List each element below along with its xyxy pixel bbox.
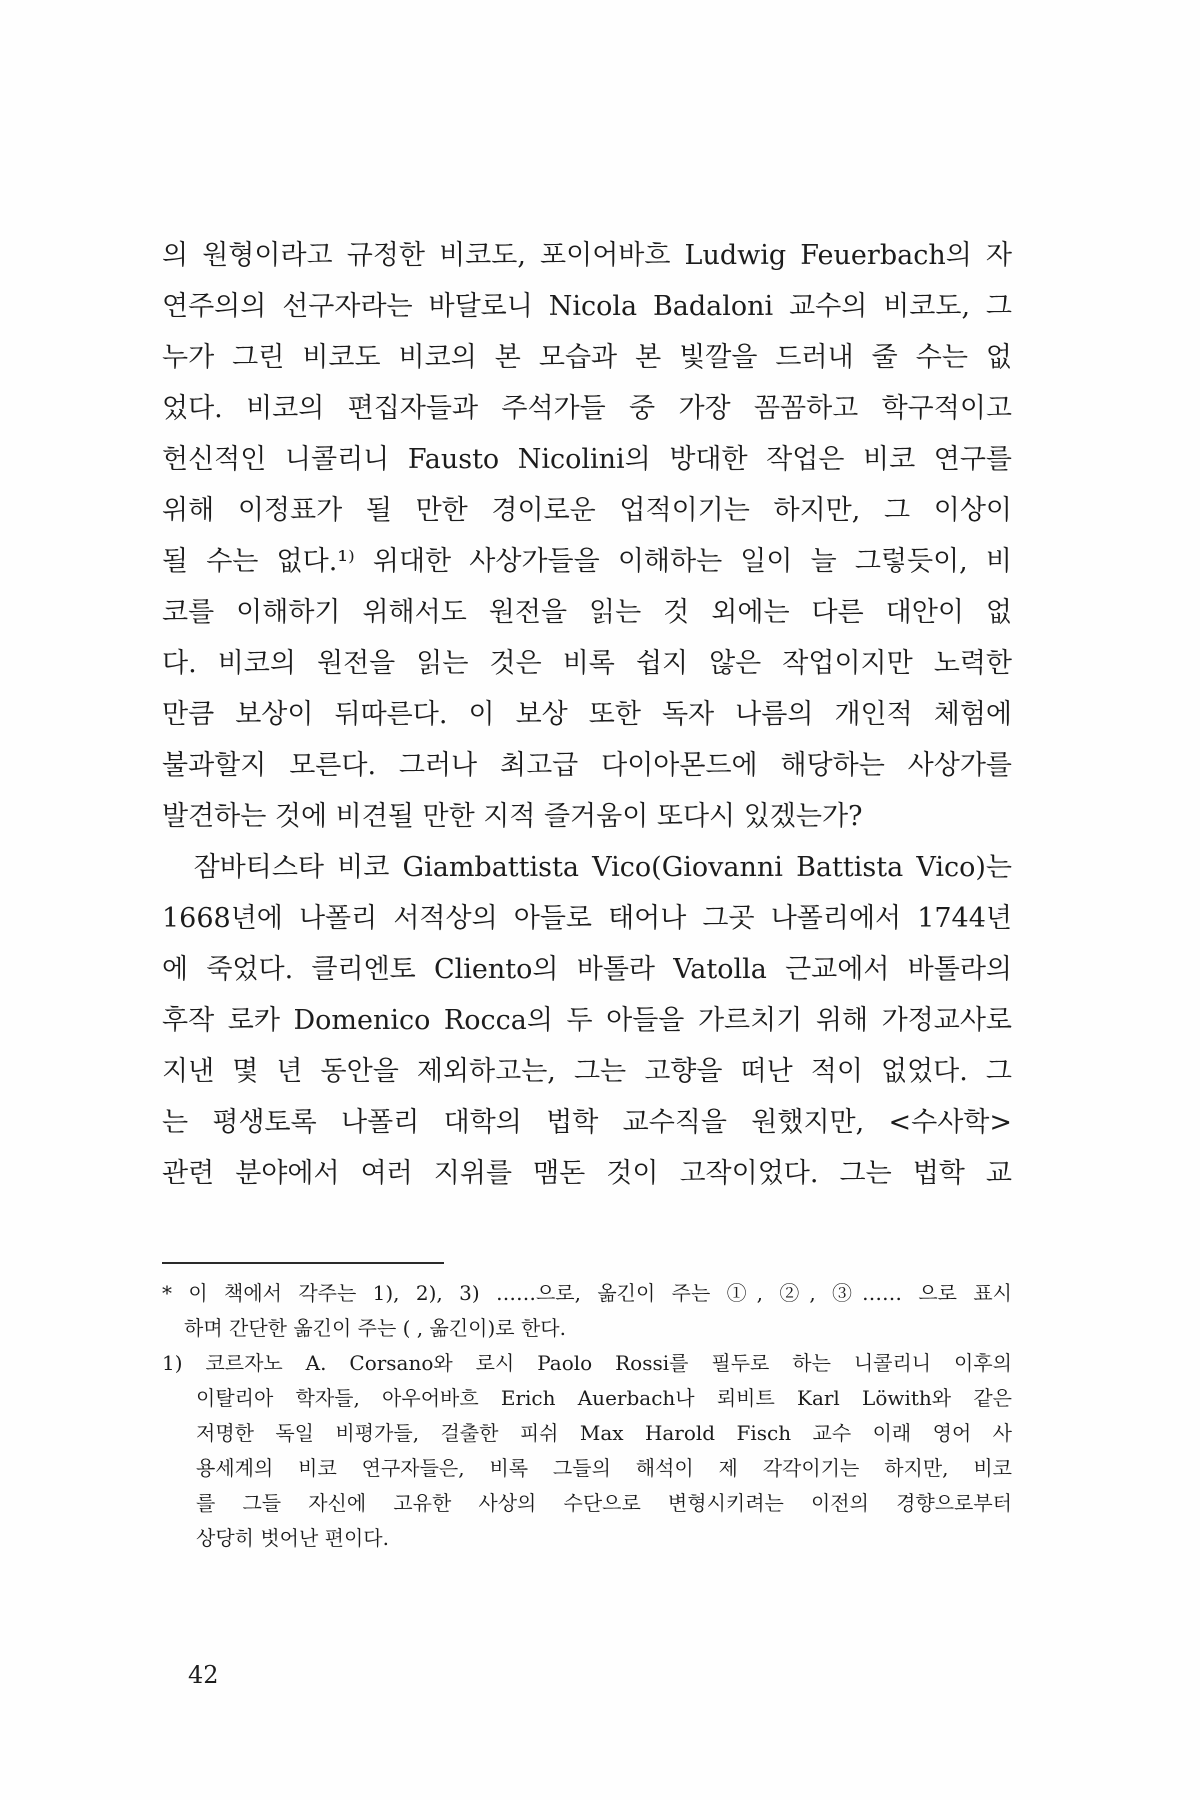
body-line: 헌신적인 니콜리니 Fausto Nicolini의 방대한 작업은 비코 연구를	[162, 444, 1012, 475]
footnote-line: 하며 간단한 옮긴이 주는 ( , 옮긴이)로 한다.	[184, 1316, 566, 1340]
footnotes	[162, 1276, 1012, 1556]
footnote-line: 저명한 독일 비평가들, 걸출한 피쉬 Max Harold Fisch 교수 이래 영어 사	[196, 1421, 1012, 1445]
footnote-line: 용세계의 비코 연구자들은, 비록 그들의 해석이 제 각각이기는 하지만, 비코	[196, 1456, 1012, 1480]
body-line: 었다. 비코의 편집자들과 주석가들 중 가장 꼼꼼하고 학구적이고	[162, 393, 1012, 424]
body-line: 불과할지 모른다. 그러나 최고급 다이아몬드에 해당하는 사상가를	[162, 750, 1012, 781]
body-line: 관련 분야에서 여러 지위를 맴돈 것이 고작이었다. 그는 법학 교	[162, 1158, 1012, 1189]
body-line: 1668년에 나폴리 서적상의 아들로 태어나 그곳 나폴리에서 1744년	[162, 903, 1012, 934]
body-text	[162, 230, 1012, 1199]
body-line: 누가 그린 비코도 비코의 본 모습과 본 빛깔을 드러내 줄 수는 없	[162, 342, 1012, 373]
body-line: 위해 이정표가 될 만한 경이로운 업적이기는 하지만, 그 이상이	[162, 495, 1012, 526]
body-line: 에 죽었다. 클리엔토 Cliento의 바톨라 Vatolla 근교에서 바톨라의	[162, 954, 1012, 985]
footnote-line: * 이 책에서 각주는 1), 2), 3) ……으로, 옮긴이 주는 ①, ②, ③…… 으로 표시	[162, 1281, 1012, 1305]
body-line: 후작 로카 Domenico Rocca의 두 아들을 가르치기 위해 가정교사로	[162, 1005, 1012, 1036]
body-line: 발견하는 것에 비견될 만한 지적 즐거움이 또다시 있겠는가?	[162, 801, 863, 832]
footnote-divider	[162, 1262, 444, 1264]
page-number: 42	[188, 1661, 219, 1689]
body-line: 잠바티스타 비코 Giambattista Vico(Giovanni Battista Vico)는	[162, 852, 1012, 883]
body-line: 코를 이해하기 위해서도 원전을 읽는 것 외에는 다른 대안이 없	[162, 597, 1012, 628]
body-line: 의 원형이라고 규정한 비코도, 포이어바흐 Ludwig Feuerbach의 자	[162, 240, 1012, 271]
body-line: 될 수는 없다.¹⁾ 위대한 사상가들을 이해하는 일이 늘 그렇듯이, 비	[162, 546, 1012, 577]
footnote-line: 를 그들 자신에 고유한 사상의 수단으로 변형시키려는 이전의 경향으로부터	[196, 1491, 1012, 1515]
body-line: 지낸 몇 년 동안을 제외하고는, 그는 고향을 떠난 적이 없었다. 그	[162, 1056, 1012, 1087]
footnote-line: 상당히 벗어난 편이다.	[196, 1526, 389, 1550]
footnote-line: 1) 코르자노 A. Corsano와 로시 Paolo Rossi를 필두로 하는 니콜리니 이후의	[162, 1351, 1012, 1375]
body-line: 연주의의 선구자라는 바달로니 Nicola Badaloni 교수의 비코도, 그	[162, 291, 1012, 322]
body-line: 다. 비코의 원전을 읽는 것은 비록 쉽지 않은 작업이지만 노력한	[162, 648, 1012, 679]
footnote-line: 이탈리아 학자들, 아우어바흐 Erich Auerbach나 뢰비트 Karl Löwith와 같은	[196, 1386, 1012, 1410]
body-line: 만큼 보상이 뒤따른다. 이 보상 또한 독자 나름의 개인적 체험에	[162, 699, 1012, 730]
body-line: 는 평생토록 나폴리 대학의 법학 교수직을 원했지만, <수사학>	[162, 1107, 1012, 1138]
